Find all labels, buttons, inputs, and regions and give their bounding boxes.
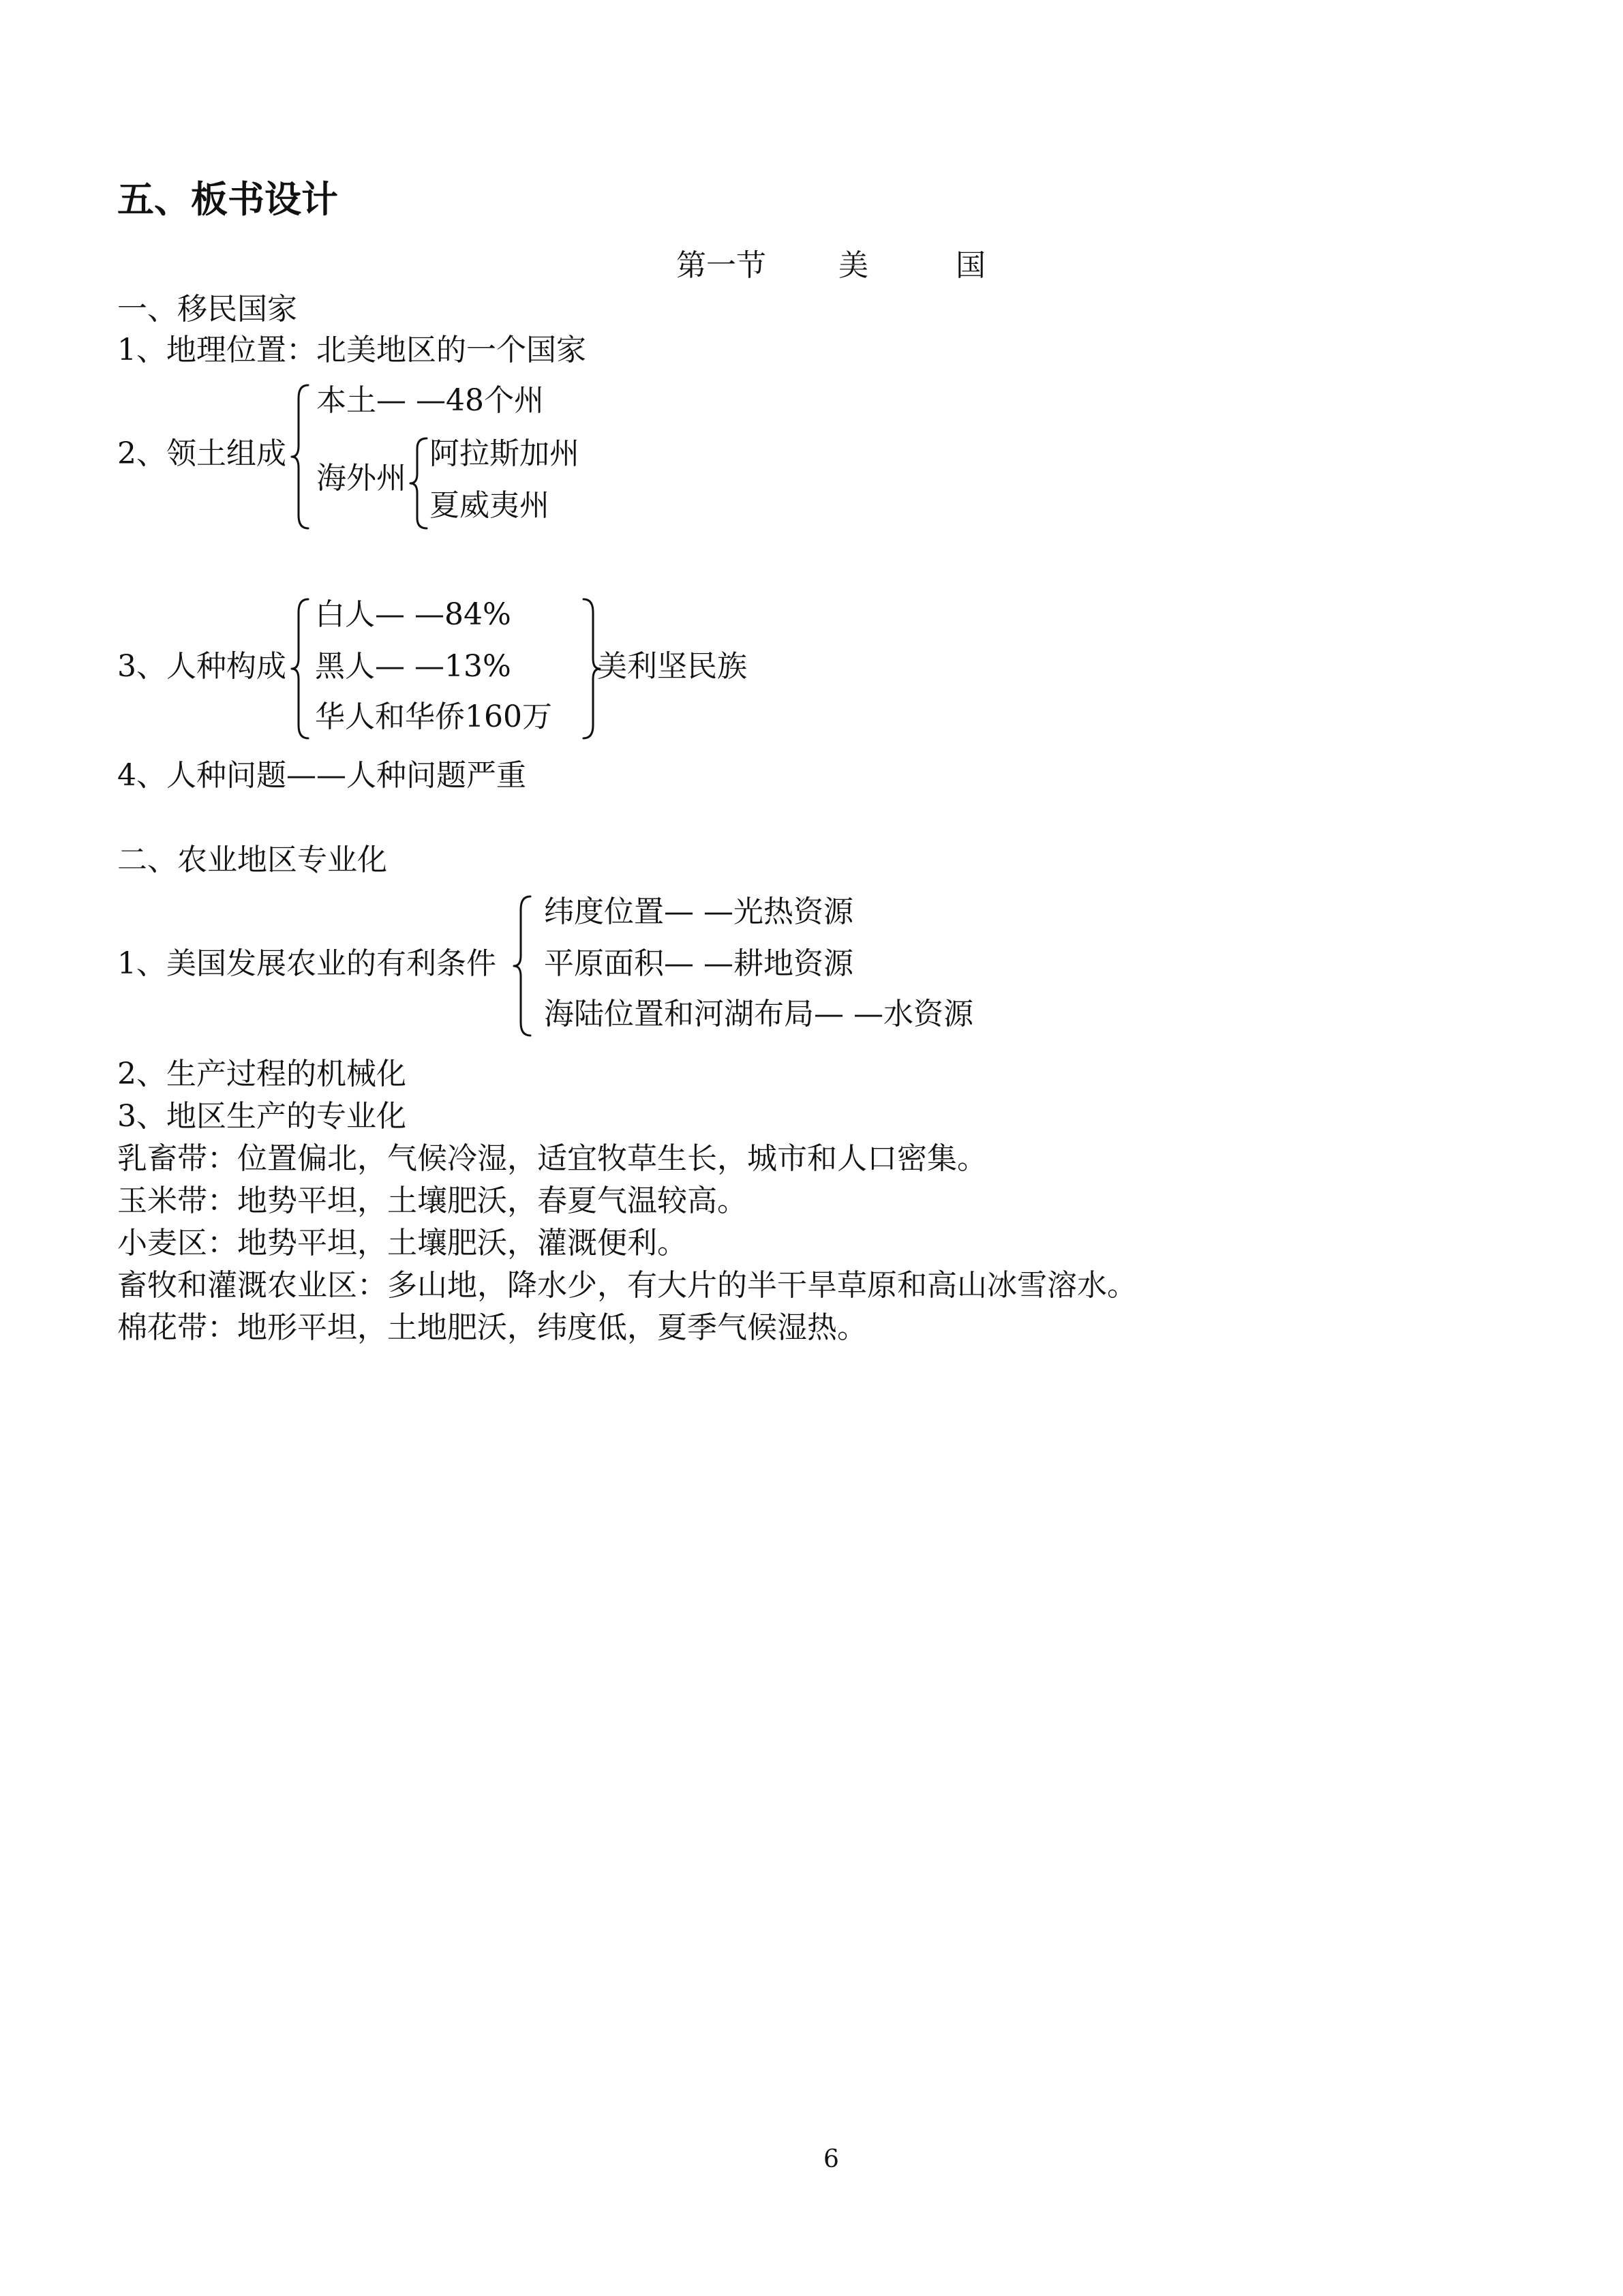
part1-item1: 1、地理位置：北美地区的一个国家 [117, 333, 586, 367]
territory-mainland: 本土— —48个州 [316, 383, 544, 418]
agri-condition-plain: 平原面积— —耕地资源 [544, 946, 853, 981]
agri-conditions-label: 1、美国发展农业的有利条件 [117, 946, 496, 981]
overseas-item-hawaii: 夏威夷州 [429, 488, 549, 523]
part2-heading: 二、农业地区专业化 [117, 843, 387, 877]
ethnic-group-white: 白人— —84% [315, 597, 511, 632]
agri-condition-water: 海陆位置和河湖布局— —水资源 [544, 997, 973, 1031]
ethnic-result: 美利坚民族 [597, 649, 747, 684]
territory-overseas: 海外州 [316, 461, 406, 496]
part1-heading: 一、移民国家 [117, 292, 297, 327]
region-cotton: 棉花带：地形平坦，土地肥沃，纬度低，夏季气候湿热。 [117, 1310, 867, 1345]
lesson-title-name-1: 美 [838, 248, 868, 283]
region-wheat: 小麦区：地势平坦，土壤肥沃，灌溉便利。 [117, 1226, 687, 1260]
overseas-item-alaska: 阿拉斯加州 [429, 436, 579, 471]
part2-item3: 3、地区生产的专业化 [117, 1099, 406, 1134]
ethnic-group-chinese: 华人和华侨160万 [315, 699, 552, 734]
region-corn: 玉米带：地势平坦，土壤肥沃，春夏气温较高。 [117, 1183, 747, 1218]
territory-brace [293, 383, 314, 530]
territory-label: 2、领土组成 [117, 436, 286, 471]
ethnic-group-black: 黑人— —13% [315, 649, 511, 684]
ethnic-label: 3、人种构成 [117, 649, 286, 684]
agri-condition-latitude: 纬度位置— —光热资源 [544, 894, 853, 929]
region-livestock-irrigation: 畜牧和灌溉农业区：多山地，降水少，有大片的半干旱草原和高山冰雪溶水。 [117, 1268, 1137, 1303]
section-heading: 五、板书设计 [117, 178, 338, 221]
lesson-title-label: 第一节 [676, 248, 766, 283]
lesson-title-name-2: 国 [956, 248, 986, 283]
part2-item2: 2、生产过程的机械化 [117, 1057, 406, 1091]
agri-conditions-brace [515, 894, 536, 1038]
page-number: 6 [823, 2145, 839, 2173]
ethnic-brace [293, 597, 314, 740]
region-dairy: 乳畜带：位置偏北，气候冷湿，适宜牧草生长，城市和人口密集。 [117, 1141, 987, 1176]
part1-item4: 4、人种问题——人种问题严重 [117, 758, 526, 793]
